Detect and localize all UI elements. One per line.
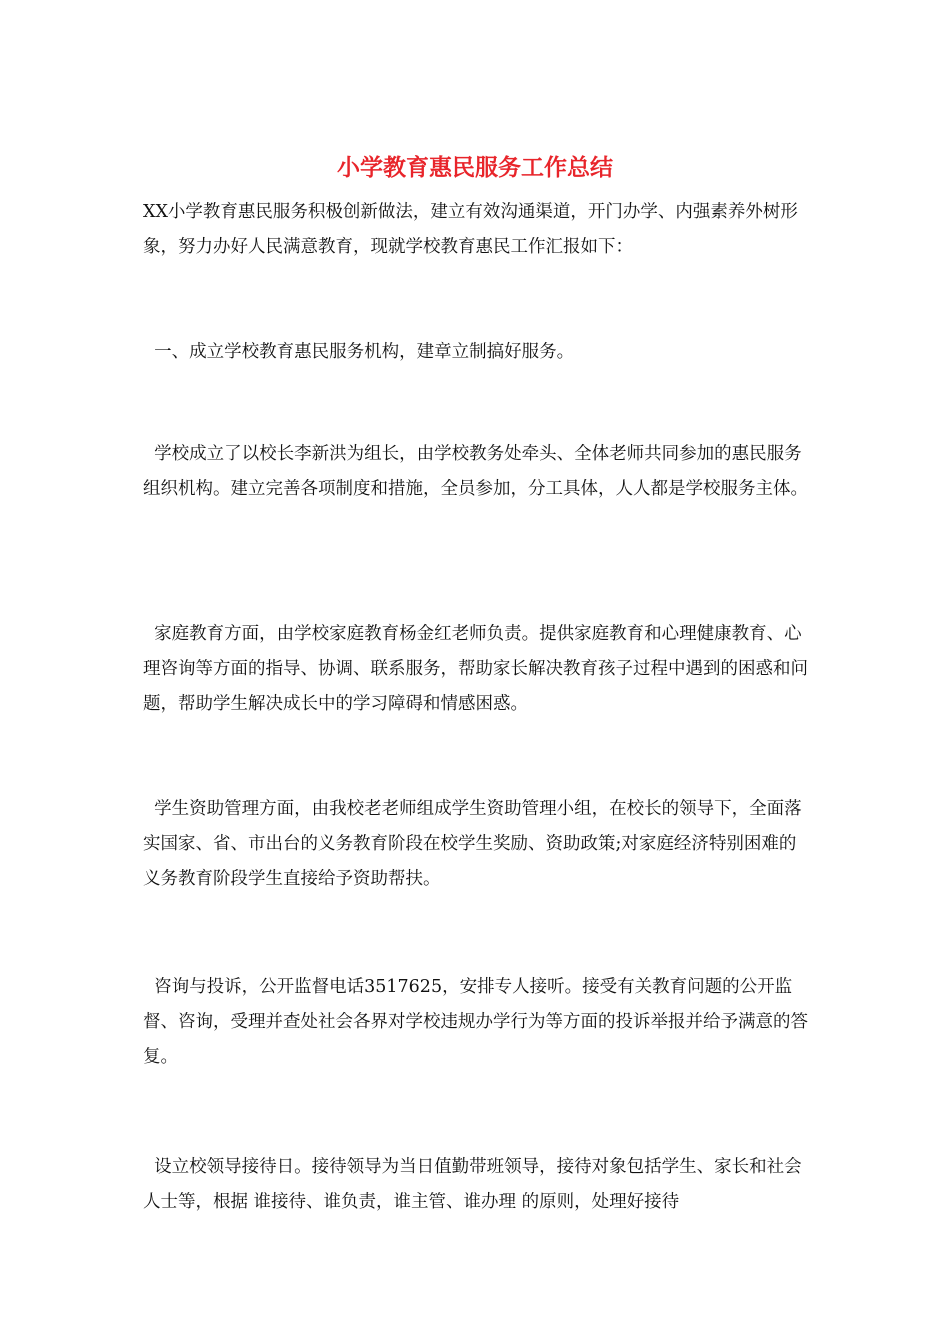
intro-paragraph: XX小学教育惠民服务积极创新做法，建立有效沟通渠道，开门办学、内强素养外树形象，努力办好人民满意教育，现就学校教育惠民工作汇报如下： xyxy=(143,202,798,257)
body-paragraph-organization: 学校成立了以校长李新洪为组长，由学校教务处牵头、全体老师共同参加的惠民服务组织机构。建立完善各项制度和措施，全员参加，分工具体，人人都是学校服务主体。 xyxy=(143,444,808,499)
document-title: 小学教育惠民服务工作总结 xyxy=(337,154,613,181)
body-paragraph-reception-day: 设立校领导接待日。接待领导为当日值勤带班领导，接待对象包括学生、家长和社会人士等，根据 谁接待、谁负责，谁主管、谁办理 的原则，处理好接待 xyxy=(143,1157,802,1212)
body-paragraph-family-education: 家庭教育方面，由学校家庭教育杨金红老师负责。提供家庭教育和心理健康教育、心理咨询等方面的指导、协调、联系服务，帮助家长解决教育孩子过程中遇到的困惑和问题，帮助学生解决成长中的学习障碍和情感困惑。 xyxy=(143,624,808,714)
section-heading: 一、成立学校教育惠民服务机构，建章立制搞好服务。 xyxy=(143,342,575,362)
body-paragraph-student-aid: 学生资助管理方面，由我校老老师组成学生资助管理小组，在校长的领导下，全面落实国家、省、市出台的义务教育阶段在校学生奖励、资助政策;对家庭经济特别困难的义务教育阶段学生直接给予资助帮扶。 xyxy=(143,799,802,889)
body-paragraph-complaints: 咨询与投诉，公开监督电话3517625，安排专人接听。接受有关教育问题的公开监督、咨询，受理并查处社会各界对学校违规办学行为等方面的投诉举报并给予满意的答复。 xyxy=(143,977,808,1067)
